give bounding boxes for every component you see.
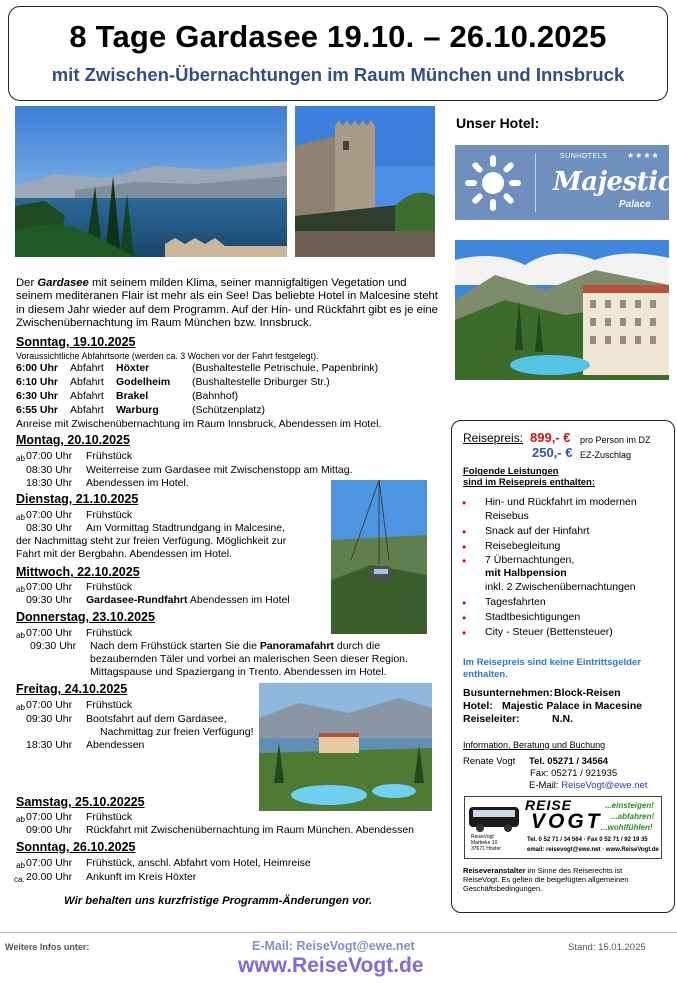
bus-icon bbox=[467, 803, 523, 833]
page-title: 8 Tage Gardasee 19.10. – 26.10.2025 bbox=[69, 19, 607, 54]
day-heading-friday: Freitag, 24.10.2025 bbox=[16, 682, 128, 696]
service-item: City - Steuer (Bettensteuer) bbox=[485, 626, 613, 638]
service-item: Stadtbesichtigungen bbox=[485, 611, 581, 623]
photo-garden-pool bbox=[259, 683, 432, 811]
footer-more-info: Weitere Infos unter: bbox=[5, 942, 90, 952]
day-heading-monday: Montag, 20.10.2025 bbox=[16, 433, 130, 447]
bullet-icon: • bbox=[462, 496, 467, 510]
day-heading-saturday: Samstag, 25.10.20225 bbox=[16, 795, 145, 809]
reisevogt-logo: REISE VOGT ...einsteigen! ...abfahren! ...wohlfühlen! ReiseVogt Marbeke 10 37671 Höxter Tel. 0 52 71 / 34 564 · Fax 0 52 71 / 92 19 35 email: reisevogt@ewe.net · www.ReiseVogt.de bbox=[464, 796, 662, 859]
departure-row: 6:30 Uhr bbox=[16, 390, 59, 402]
price-value: 899,- € bbox=[530, 430, 571, 445]
bullet-icon: • bbox=[462, 540, 467, 554]
page-subtitle: mit Zwischen-Übernachtungen im Raum München und Innsbruck bbox=[51, 64, 625, 85]
departure-note: Voraussichtliche Abfahrtsorte (werden ca. 3 Wochen vor der Fahrt festgelegt). bbox=[16, 351, 319, 361]
photo-castle bbox=[295, 106, 435, 257]
bullet-icon: • bbox=[462, 596, 467, 610]
price-label: Reisepreis: bbox=[463, 431, 524, 445]
photo-cable-car bbox=[331, 480, 427, 634]
logo-brand: Majestic bbox=[553, 167, 673, 197]
header-box bbox=[8, 6, 668, 101]
day-heading-sunday2: Sonntag, 26.10.2025 bbox=[16, 840, 136, 854]
day-heading-thursday: Donnerstag, 23.10.2025 bbox=[16, 610, 155, 624]
service-item: Reisebegleitung bbox=[485, 540, 561, 552]
photo-hotel bbox=[455, 240, 669, 380]
disclaimer: Wir behalten uns kurzfristige Programm-Änderungen vor. bbox=[64, 895, 373, 907]
footer-stand: Stand: 15.01.2025 bbox=[568, 942, 646, 953]
day-heading-sunday1: Sonntag, 19.10.2025 bbox=[16, 335, 136, 349]
sunday1-after: Anreise mit Zwischenübernachtung im Raum Innsbruck, Abendessen im Hotel. bbox=[16, 418, 382, 430]
service-item: Snack auf der Hinfahrt bbox=[485, 525, 590, 537]
service-item: Tagesfahrten bbox=[485, 596, 546, 608]
service-item: 7 Übernachtungen, bbox=[485, 554, 575, 566]
logo-vogt: VOGT bbox=[531, 810, 603, 833]
logo-reise: REISE bbox=[525, 797, 573, 813]
photo-lake-view bbox=[15, 106, 287, 257]
sun-icon bbox=[463, 153, 523, 213]
logo-stars: ★★★★ bbox=[627, 151, 660, 160]
price-box: Reisepreis: 899,- € pro Person im DZ 250,- € EZ-Zuschlag Folgende Leistungen sind im Reisepreis enthalten: • Hin- und Rückfahrt im modernen Reisebus • Snack auf der Hinfahrt • Reisebegleitung • 7 Übernachtungen, mit Halbpension inkl. 2 Zwischenübernachtungen • Tagesfahrten • Stadtbesichtigungen • City - Steuer (Bettensteuer) Im Reisepreis sind keine Eintrittsgelder enthalten. Busunternehmen: Block-Reisen Hotel: Majestic Palace in Macesine Reiseleiter: N.N. Information, Beratung und Buchung Renate Vogt Tel. 05271 / 34564 Fax: 05271 / 921935 E-Mail: ReiseVogt@ewe.net REISE VOGT ...einsteigen! ...abfahren! ...wohlfühlen! ReiseVogt Marbeke 10 37671 Höxter Tel. 0 52 71 / 34 564 · Fax 0 52 71 / 92 19 35 email: reisevogt@ewe.net · www.ReiseVogt.de Reiseveranstalter im Sinne des Reiserechts ist ReiseVogt. Es gelten die beigefügten allgemeinen Geschäftsbedingungen. bbox=[451, 420, 675, 913]
supplement-value: 250,- € bbox=[532, 445, 573, 460]
bullet-icon: • bbox=[462, 626, 467, 640]
hotel-label: Unser Hotel: bbox=[456, 115, 540, 131]
logo-sunhotels: SUNHOTELS bbox=[560, 153, 608, 160]
footer-divider bbox=[0, 932, 677, 933]
intro-em: Gardasee bbox=[37, 277, 89, 289]
logo-palace: Palace bbox=[619, 199, 651, 210]
bullet-icon: • bbox=[462, 611, 467, 625]
logo-divider bbox=[535, 153, 536, 212]
footer-website-link[interactable]: www.ReiseVogt.de bbox=[238, 954, 424, 977]
intro-text: Der Gardasee mit seinem milden Klima, seiner mannigfaltigen Vegetation und seinem mediteranen Flair ist mehr als ein See! Das beliebte Hotel in Malcesine steht in diesem Jahr wieder auf dem Programm. Auf der Hin- und Rückfahrt gibt es je eine Zwischenübernachtung im Raum München bzw. Innsbruck. bbox=[16, 277, 438, 330]
hotel-logo bbox=[455, 145, 673, 220]
bullet-icon: • bbox=[462, 525, 467, 539]
day-heading-tuesday: Dienstag, 21.10.2025 bbox=[16, 492, 139, 506]
day-heading-wednesday: Mittwoch, 22.10.2025 bbox=[16, 565, 140, 579]
bullet-icon: • bbox=[462, 554, 467, 568]
departure-row: 6:10 Uhr bbox=[16, 376, 59, 388]
footer-email[interactable]: E-Mail: ReiseVogt@ewe.net bbox=[252, 939, 415, 953]
departure-row: 6:00 Uhr bbox=[16, 362, 59, 374]
email-link[interactable]: ReiseVogt@ewe.net bbox=[561, 780, 648, 791]
departure-row: 6:55 Uhr bbox=[16, 404, 59, 416]
service-item: Hin- und Rückfahrt im modernen bbox=[485, 496, 637, 508]
